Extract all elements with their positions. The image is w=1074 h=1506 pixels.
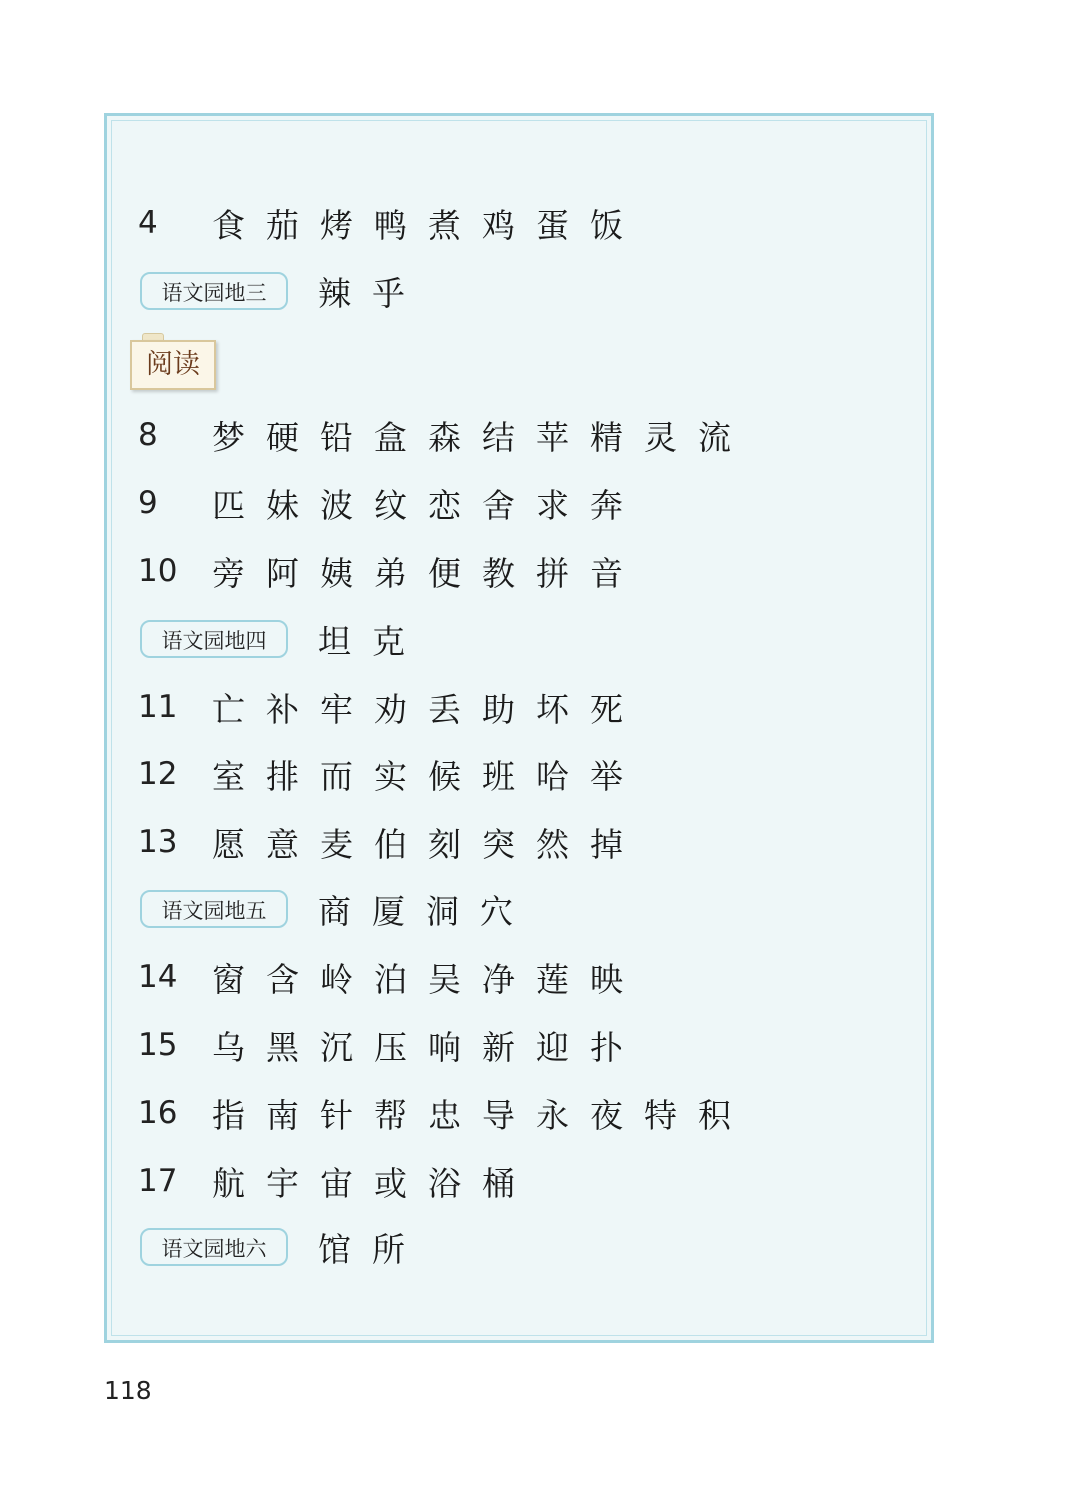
character: 压 — [374, 1027, 407, 1067]
character-list — [318, 1224, 426, 1271]
character-list — [212, 751, 644, 798]
character: 精 — [590, 417, 623, 457]
character: 岭 — [320, 959, 353, 999]
character: 愿 — [212, 824, 245, 864]
character: 忠 — [428, 1095, 461, 1135]
section-tag-label: 语文园地五 — [140, 890, 288, 928]
character-list — [212, 954, 644, 1001]
character: 拼 — [536, 553, 569, 593]
lesson-number: 15 — [138, 1027, 178, 1063]
character: 宙 — [320, 1163, 353, 1203]
section-tag-label: 语文园地三 — [140, 272, 288, 310]
page-number: 118 — [104, 1376, 152, 1405]
character: 结 — [482, 417, 515, 457]
character: 硬 — [266, 417, 299, 457]
lesson-number: 8 — [138, 417, 158, 453]
vocab-row-r4 — [136, 198, 644, 248]
character-list — [212, 200, 644, 247]
lesson-number: 17 — [138, 1163, 178, 1199]
lesson-number: 9 — [138, 485, 158, 521]
character: 乎 — [372, 273, 405, 313]
character: 鸡 — [482, 205, 515, 245]
vocab-row-r10 — [136, 546, 644, 596]
character-list — [212, 1022, 644, 1069]
character: 举 — [590, 756, 623, 796]
character: 死 — [590, 689, 623, 729]
character-list — [318, 268, 426, 315]
character: 室 — [212, 756, 245, 796]
character: 排 — [266, 756, 299, 796]
lesson-number: 13 — [138, 824, 178, 860]
vocab-row-r11 — [136, 682, 644, 732]
character: 特 — [644, 1095, 677, 1135]
character: 麦 — [320, 824, 353, 864]
character-list — [212, 819, 644, 866]
character: 森 — [428, 417, 461, 457]
character: 哈 — [536, 756, 569, 796]
lesson-number: 12 — [138, 756, 178, 792]
character: 便 — [428, 553, 461, 593]
lesson-number: 4 — [138, 205, 158, 241]
character: 帮 — [374, 1095, 407, 1135]
vocab-row-y3 — [136, 266, 426, 316]
character-list — [212, 1158, 536, 1205]
character: 音 — [590, 553, 623, 593]
character: 航 — [212, 1163, 245, 1203]
character: 丢 — [428, 689, 461, 729]
character-list — [212, 548, 644, 595]
character: 阿 — [266, 553, 299, 593]
character: 克 — [372, 621, 405, 661]
vocab-row-r16 — [136, 1088, 752, 1138]
character: 辣 — [318, 273, 351, 313]
character: 鸭 — [374, 205, 407, 245]
character: 宇 — [266, 1163, 299, 1203]
character: 煮 — [428, 205, 461, 245]
character: 旁 — [212, 553, 245, 593]
character: 净 — [482, 959, 515, 999]
character: 匹 — [212, 485, 245, 525]
character: 波 — [320, 485, 353, 525]
lesson-number: 10 — [138, 553, 178, 589]
character: 然 — [536, 824, 569, 864]
character: 窗 — [212, 959, 245, 999]
character: 指 — [212, 1095, 245, 1135]
character: 迎 — [536, 1027, 569, 1067]
character: 扑 — [590, 1027, 623, 1067]
character: 吴 — [428, 959, 461, 999]
character: 洞 — [426, 891, 459, 931]
character: 而 — [320, 756, 353, 796]
character: 馆 — [318, 1229, 351, 1269]
character-list — [212, 1090, 752, 1137]
character: 恋 — [428, 485, 461, 525]
vocab-row-r14 — [136, 952, 644, 1002]
character: 含 — [266, 959, 299, 999]
character: 穴 — [480, 891, 513, 931]
character: 舍 — [482, 485, 515, 525]
vocab-row-y6 — [136, 1222, 426, 1272]
character: 伯 — [374, 824, 407, 864]
lesson-number: 14 — [138, 959, 178, 995]
section-tag-label: 语文园地四 — [140, 620, 288, 658]
section-title-reading: 阅读 — [130, 340, 216, 390]
character: 永 — [536, 1095, 569, 1135]
character: 或 — [374, 1163, 407, 1203]
character: 商 — [318, 891, 351, 931]
character: 坦 — [318, 621, 351, 661]
character: 苹 — [536, 417, 569, 457]
character: 厦 — [372, 891, 405, 931]
character: 烤 — [320, 205, 353, 245]
character: 映 — [590, 959, 623, 999]
character: 流 — [698, 417, 731, 457]
character-list — [212, 684, 644, 731]
character: 班 — [482, 756, 515, 796]
character-list — [318, 886, 534, 933]
character: 沉 — [320, 1027, 353, 1067]
character: 夜 — [590, 1095, 623, 1135]
character: 补 — [266, 689, 299, 729]
character: 导 — [482, 1095, 515, 1135]
character: 弟 — [374, 553, 407, 593]
vocab-row-y4 — [136, 614, 426, 664]
character: 桶 — [482, 1163, 515, 1203]
character: 纹 — [374, 485, 407, 525]
character: 黑 — [266, 1027, 299, 1067]
character: 候 — [428, 756, 461, 796]
character: 助 — [482, 689, 515, 729]
character: 南 — [266, 1095, 299, 1135]
vocab-row-r8 — [136, 410, 752, 460]
character: 教 — [482, 553, 515, 593]
character: 妹 — [266, 485, 299, 525]
vocab-row-r15 — [136, 1020, 644, 1070]
character-list — [212, 412, 752, 459]
character: 所 — [372, 1229, 405, 1269]
character-list — [318, 616, 426, 663]
vocab-row-r12 — [136, 749, 644, 799]
character: 蛋 — [536, 205, 569, 245]
character: 掉 — [590, 824, 623, 864]
character: 乌 — [212, 1027, 245, 1067]
character: 响 — [428, 1027, 461, 1067]
vocab-row-r9 — [136, 478, 644, 528]
character: 突 — [482, 824, 515, 864]
character: 铅 — [320, 417, 353, 457]
lesson-number: 16 — [138, 1095, 178, 1131]
character: 新 — [482, 1027, 515, 1067]
character: 牢 — [320, 689, 353, 729]
vocab-row-r17 — [136, 1156, 536, 1206]
character: 饭 — [590, 205, 623, 245]
vocab-row-r13 — [136, 817, 644, 867]
character: 莲 — [536, 959, 569, 999]
character: 泊 — [374, 959, 407, 999]
character: 奔 — [590, 485, 623, 525]
character: 求 — [536, 485, 569, 525]
character: 意 — [266, 824, 299, 864]
section-tag-label: 语文园地六 — [140, 1228, 288, 1266]
character: 亡 — [212, 689, 245, 729]
character: 姨 — [320, 553, 353, 593]
character: 针 — [320, 1095, 353, 1135]
character: 茄 — [266, 205, 299, 245]
character: 积 — [698, 1095, 731, 1135]
character: 实 — [374, 756, 407, 796]
character: 劝 — [374, 689, 407, 729]
vocab-row-y5 — [136, 884, 534, 934]
character-list — [212, 480, 644, 527]
character: 灵 — [644, 417, 677, 457]
character: 坏 — [536, 689, 569, 729]
character: 梦 — [212, 417, 245, 457]
character: 食 — [212, 205, 245, 245]
character: 刻 — [428, 824, 461, 864]
lesson-number: 11 — [138, 689, 178, 725]
character: 浴 — [428, 1163, 461, 1203]
character: 盒 — [374, 417, 407, 457]
